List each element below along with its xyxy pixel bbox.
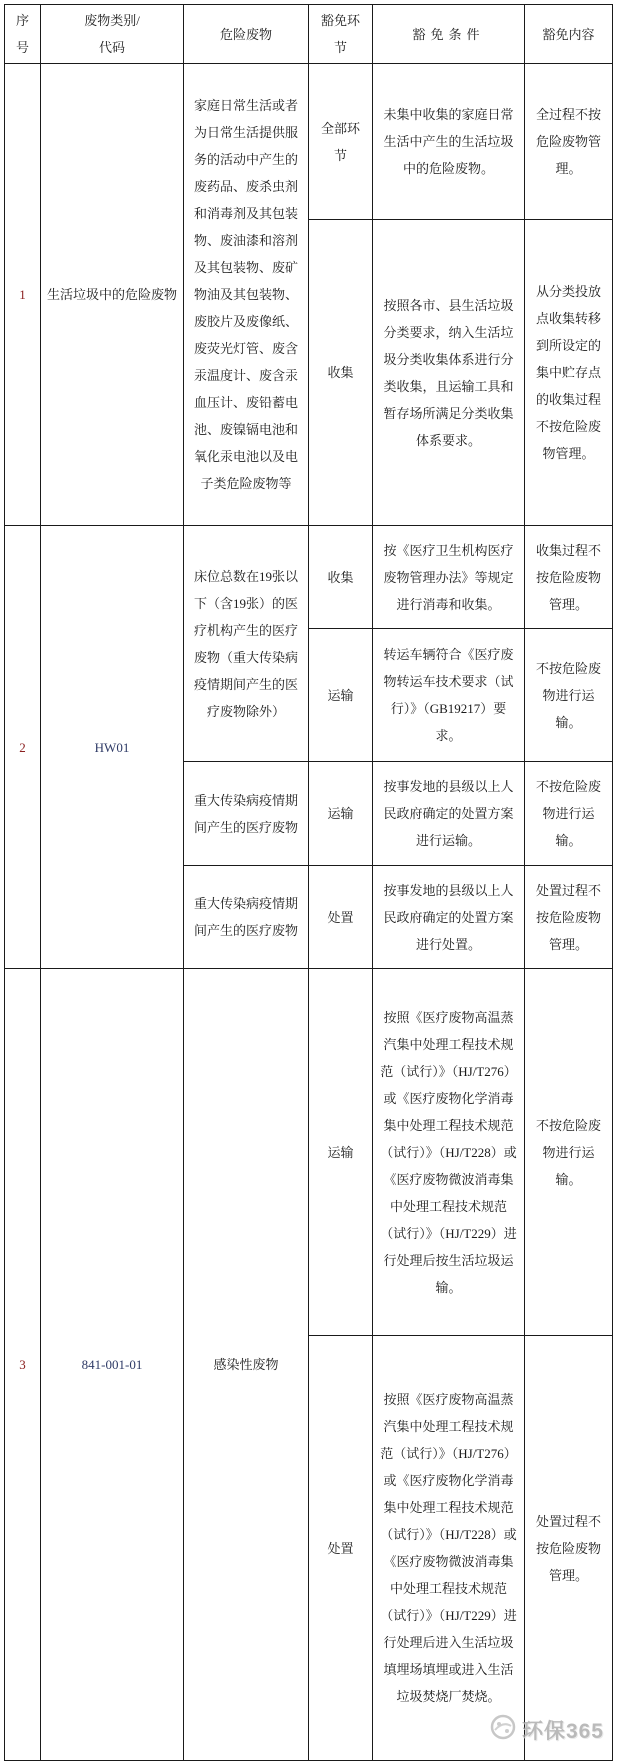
row1-sub1-content: 全过程不按危险废物管理。 [525, 64, 613, 220]
row2-sub3-content: 不按危险废物进行运输。 [525, 762, 613, 866]
row1-sub2-condition: 按照各市、县生活垃圾分类要求，纳入生活垃圾分类收集体系进行分类收集，且运输工具和暂存场所满足分类收集体系要求。 [373, 220, 525, 526]
exemption-table [4, 4, 613, 1761]
header-cell-serial: 序号 [5, 5, 41, 64]
row2-waste-3: 重大传染病疫情期间产生的医疗废物 [184, 866, 309, 969]
table-row [5, 64, 613, 220]
row1-sub2-stage: 收集 [309, 220, 373, 526]
row1-sub1-stage: 全部环 节 [309, 64, 373, 220]
row2-sub2-stage: 运输 [309, 629, 373, 762]
row2-sub1-condition: 按《医疗卫生机构医疗废物管理办法》等规定进行消毒和收集。 [373, 526, 525, 629]
row3-waste: 感染性废物 [184, 969, 309, 1761]
row2-sub1-stage: 收集 [309, 526, 373, 629]
row1-serial: 1 [5, 64, 41, 526]
row2-sub1-content: 收集过程不按危险废物管理。 [525, 526, 613, 629]
row1-waste: 家庭日常生活或者为日常生活提供服务的活动中产生的废药品、废杀虫剂和消毒剂及其包装物、废油漆和溶剂及其包装物、废矿物油及其包装物、废胶片及废像纸、废荧光灯管、废含汞温度计、废含汞血压计、废铅蓄电池、废镍镉电池和氧化汞电池以及电子类危险废物等 [184, 64, 309, 526]
huanbao365-logo-icon [489, 1713, 517, 1746]
row2-sub3-stage: 运输 [309, 762, 373, 866]
header-cell-exemption-content: 豁免内容 [525, 5, 613, 64]
row2-sub4-condition: 按事发地的县级以上人民政府确定的处置方案进行处置。 [373, 866, 525, 969]
row3-sub1-stage: 运输 [309, 969, 373, 1336]
row2-waste-1: 床位总数在19张以下（含19张）的医疗机构产生的医疗废物（重大传染病疫情期间产生的医疗废物除外） [184, 526, 309, 762]
row2-category-code: HW01 [41, 526, 184, 969]
header-cell-exemption-stage: 豁免环 节 [309, 5, 373, 64]
row3-category-code: 841-001-01 [41, 969, 184, 1761]
row3-sub1-content: 不按危险废物进行运输。 [525, 969, 613, 1336]
row3-sub1-condition: 按照《医疗废物高温蒸汽集中处理工程技术规范（试行）》（HJ/T276）或《医疗废物化学消毒集中处理工程技术规范（试行）》（HJ/T228）或《医疗废物微波消毒集中处理工程技术规范（试行）》（HJ/T229）进行处理后按生活垃圾运输。 [373, 969, 525, 1336]
row3-serial: 3 [5, 969, 41, 1761]
row1-sub2-content: 从分类投放点收集转移到所设定的集中贮存点的收集过程不按危险废物管理。 [525, 220, 613, 526]
row1-sub1-condition: 未集中收集的家庭日常生活中产生的生活垃圾中的危险废物。 [373, 64, 525, 220]
row2-sub2-content: 不按危险废物进行运输。 [525, 629, 613, 762]
header-cell-hazardous-waste: 危险废物 [184, 5, 309, 64]
table-row [5, 969, 613, 1336]
row2-sub4-stage: 处置 [309, 866, 373, 969]
table-row [5, 526, 613, 629]
row2-sub4-content: 处置过程不按危险废物管理。 [525, 866, 613, 969]
row2-sub3-condition: 按事发地的县级以上人民政府确定的处置方案进行运输。 [373, 762, 525, 866]
header-row [5, 5, 613, 64]
row2-serial: 2 [5, 526, 41, 969]
watermark-label: 环保365 [521, 1719, 604, 1743]
row2-waste-2: 重大传染病疫情期间产生的医疗废物 [184, 762, 309, 866]
huanbao365-watermark [489, 1713, 604, 1746]
header-cell-category-code: 废物类别/ 代码 [41, 5, 184, 64]
row2-sub2-condition: 转运车辆符合《医疗废物转运车技术要求（试行）》（GB19217）要求。 [373, 629, 525, 762]
row3-sub2-condition: 按照《医疗废物高温蒸汽集中处理工程技术规范（试行）》（HJ/T276）或《医疗废物化学消毒集中处理工程技术规范（试行）》（HJ/T228）或《医疗废物微波消毒集中处理工程技术规范（试行）》（HJ/T229）进行处理后进入生活垃圾填埋场填埋或进入生活垃圾焚烧厂焚烧。 [373, 1336, 525, 1761]
header-cell-exemption-condition: 豁免条件 [373, 5, 525, 64]
row1-category: 生活垃圾中的危险废物 [41, 64, 184, 526]
row3-sub2-content: 处置过程不按危险废物管理。 [525, 1336, 613, 1761]
row3-sub2-stage: 处置 [309, 1336, 373, 1761]
